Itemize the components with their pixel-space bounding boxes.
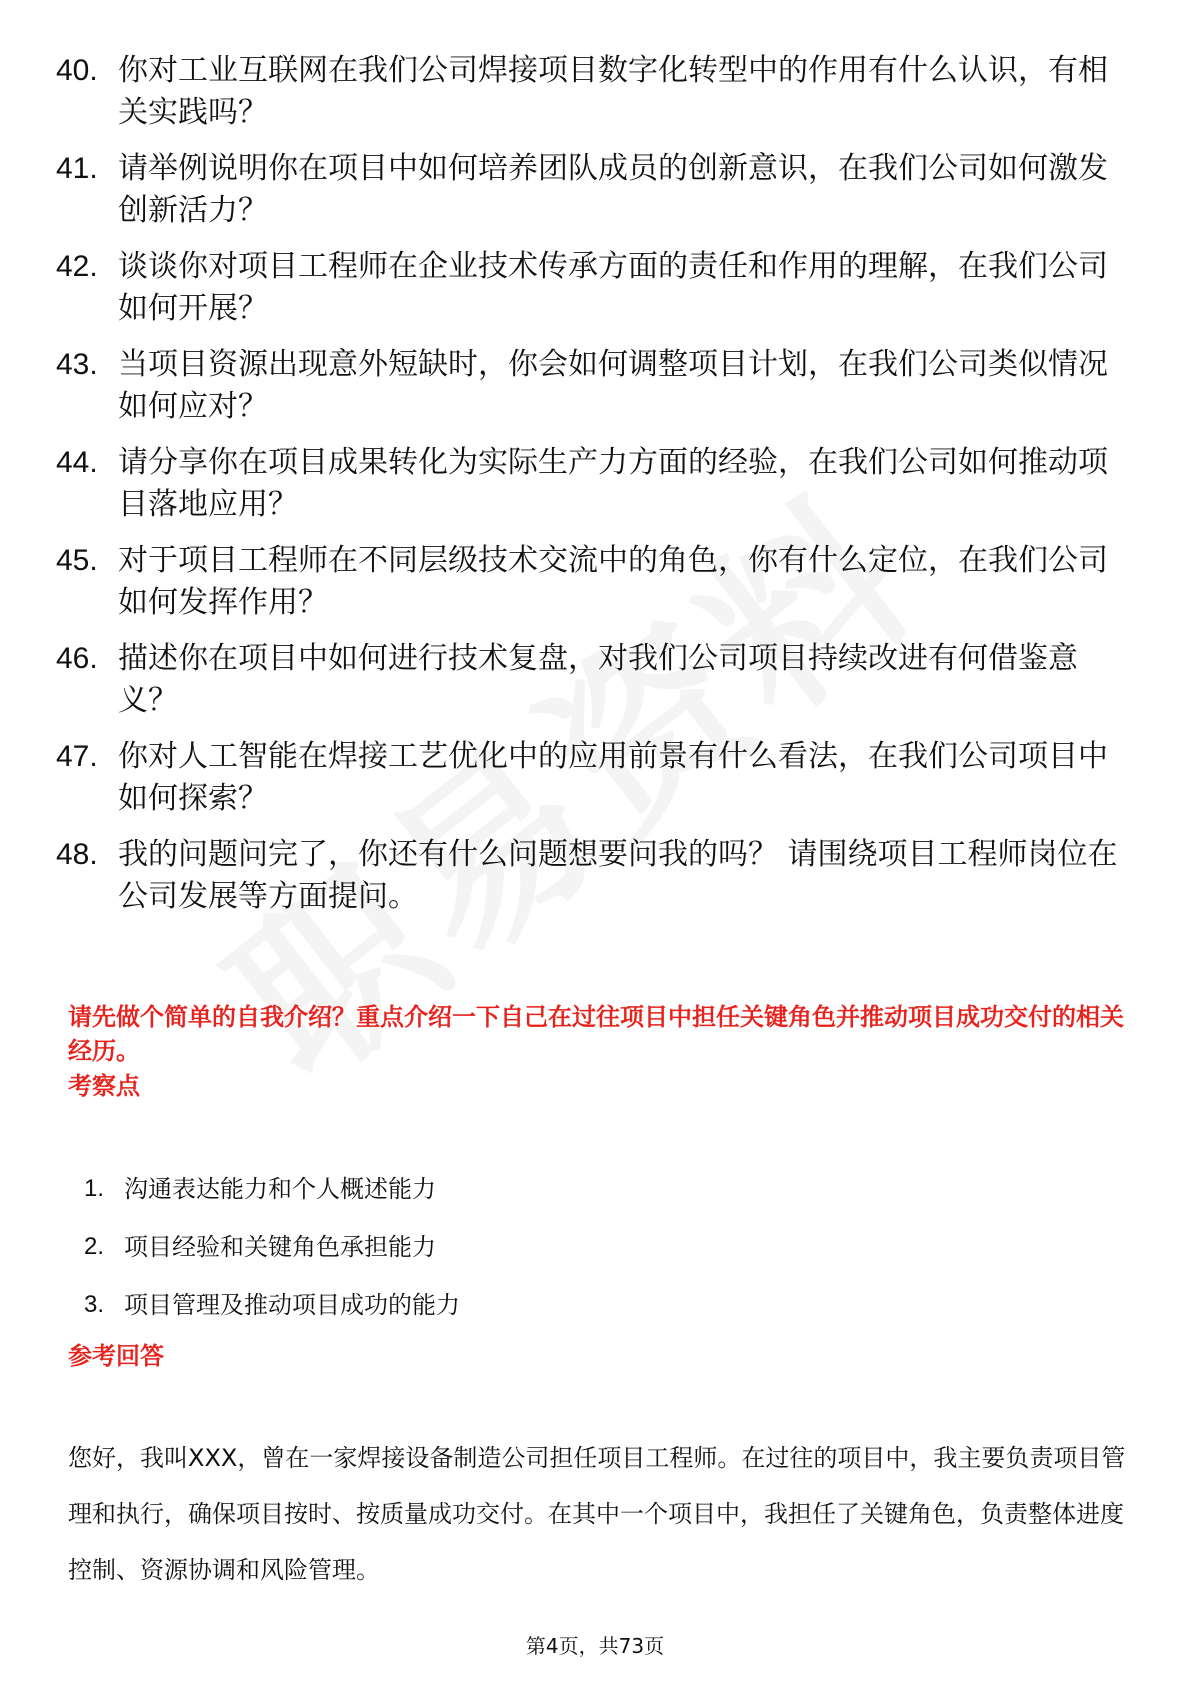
question-number: 42. (56, 250, 98, 283)
question-item (56, 736, 1136, 820)
assessment-number: 2. (84, 1233, 105, 1260)
assessment-heading: 考察点 (68, 1072, 140, 1100)
question-item (56, 50, 1136, 134)
question-text: 请分享你在项目成果转化为实际生产力方面的经验，在我们公司如何推动项目落地应用？ (118, 445, 1108, 522)
assessment-item (84, 1288, 460, 1322)
assessment-number: 3. (84, 1291, 105, 1318)
question-number: 40. (56, 54, 98, 87)
reference-answer: 您好，我叫XXX，曾在一家焊接设备制造公司担任项目工程师。在过往的项目中，我主要负责项目管理和执行，确保项目按时、按质量成功交付。在其中一个项目中，我担任了关键角色，负责整体进度控制、资源协调和风险管理。 (68, 1444, 1126, 1584)
question-text: 当项目资源出现意外短缺时，你会如何调整项目计划，在我们公司类似情况如何应对？ (118, 347, 1108, 424)
question-number: 46. (56, 642, 98, 675)
assessment-text: 项目经验和关键角色承担能力 (124, 1233, 436, 1261)
assessment-number: 1. (84, 1175, 105, 1202)
question-number: 47. (56, 740, 98, 773)
assessment-item (84, 1230, 460, 1264)
question-text: 你对人工智能在焊接工艺优化中的应用前景有什么看法，在我们公司项目中如何探索？ (118, 739, 1108, 816)
assessment-list (84, 1172, 460, 1346)
reference-heading: 参考回答 (68, 1342, 164, 1370)
question-number: 45. (56, 544, 98, 577)
question-list (56, 50, 1136, 932)
question-number: 44. (56, 446, 98, 479)
assessment-text: 项目管理及推动项目成功的能力 (124, 1291, 460, 1319)
question-number: 41. (56, 152, 98, 185)
question-item (56, 540, 1136, 624)
question-text: 我的问题问完了，你还有什么问题想要问我的吗？ 请围绕项目工程师岗位在公司发展等方面提问。 (118, 837, 1118, 914)
question-number: 48. (56, 838, 98, 871)
question-number: 43. (56, 348, 98, 381)
question-item (56, 344, 1136, 428)
page-footer: 第4页，共73页 (525, 1634, 665, 1658)
question-item (56, 148, 1136, 232)
question-item (56, 246, 1136, 330)
question-text: 你对工业互联网在我们公司焊接项目数字化转型中的作用有什么认识，有相关实践吗？ (118, 53, 1108, 130)
question-text: 请举例说明你在项目中如何培养团队成员的创新意识，在我们公司如何激发创新活力？ (118, 151, 1108, 228)
question-text: 谈谈你对项目工程师在企业技术传承方面的责任和作用的理解，在我们公司如何开展？ (118, 249, 1108, 326)
featured-question: 请先做个简单的自我介绍？重点介绍一下自己在过往项目中担任关键角色并推动项目成功交付的相关经历。 (68, 1003, 1124, 1065)
assessment-text: 沟通表达能力和个人概述能力 (124, 1175, 436, 1203)
question-text: 对于项目工程师在不同层级技术交流中的角色，你有什么定位，在我们公司如何发挥作用？ (118, 543, 1108, 620)
question-item (56, 638, 1136, 722)
question-text: 描述你在项目中如何进行技术复盘，对我们公司项目持续改进有何借鉴意义？ (118, 641, 1078, 718)
assessment-item (84, 1172, 460, 1206)
question-item (56, 834, 1136, 918)
question-item (56, 442, 1136, 526)
